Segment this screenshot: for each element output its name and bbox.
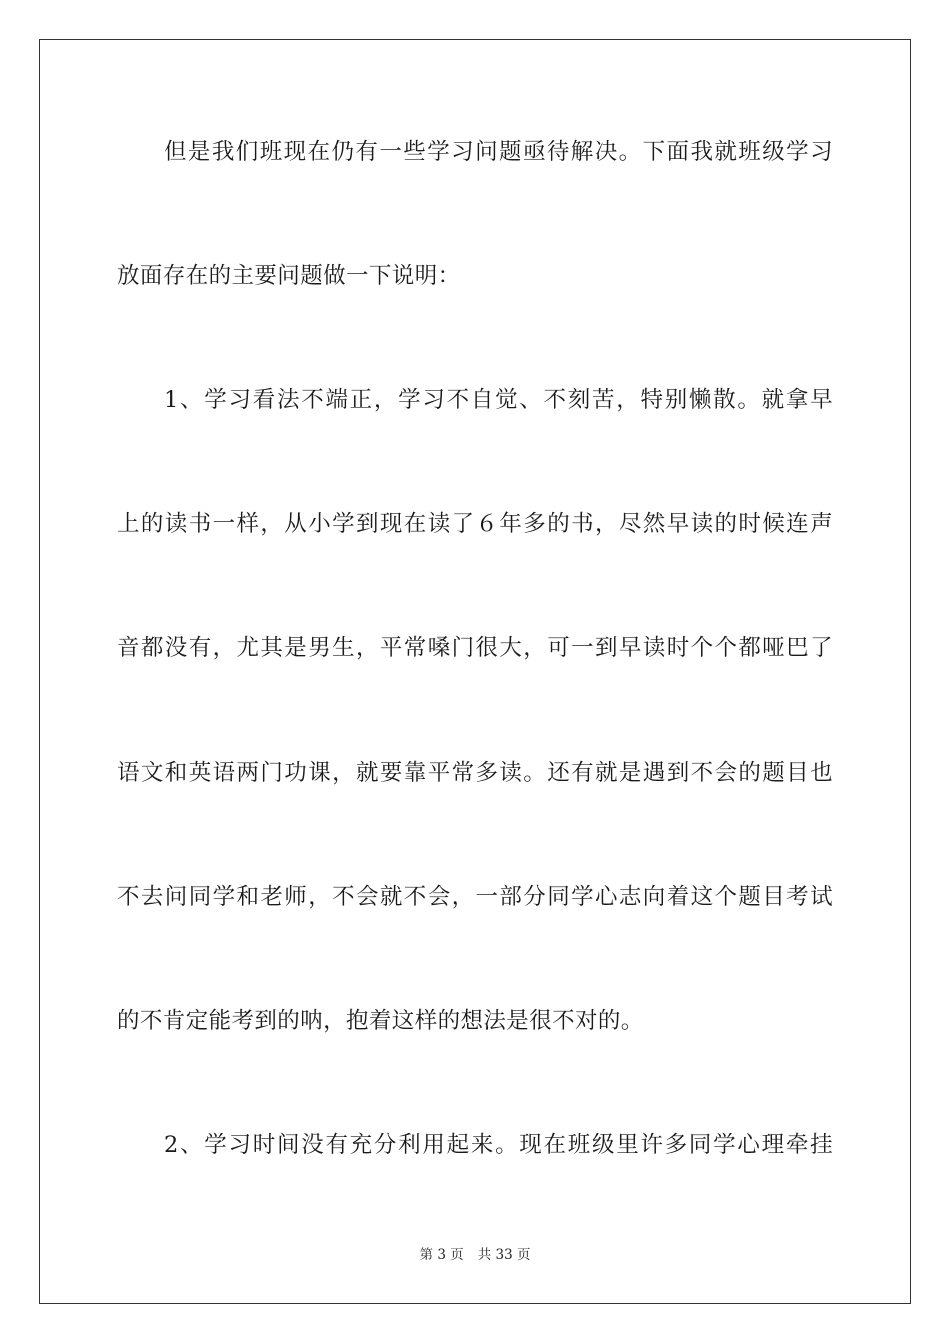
text-line-9: 2、学习时间没有充分利用起来。现在班级里许多同学心理牵挂 [164,1132,833,1158]
text-line-7: 不去问同学和老师，不会就不会，一部分同学心志向着这个题目考试 [117,884,833,910]
text-line-5: 音都没有，尤其是男生，平常嗓门很大，可一到早读时个个都哑巴了 [117,635,833,661]
page-footer [0,1246,950,1264]
text-line-8: 的不肯定能考到的呐，抱着这样的想法是很不对的。 [117,1008,644,1034]
current-page-label: 第 3 页 [419,1247,464,1263]
text-line-3: 1、学习看法不端正，学习不自觉、不刻苦，特别懒散。就拿早 [164,387,833,413]
total-pages-label: 共 33 页 [477,1247,531,1263]
text-line-2: 放面存在的主要问题做一下说明： [117,263,461,289]
text-line-1: 但是我们班现在仍有一些学习问题亟待解决。下面我就班级学习 [164,139,833,165]
text-line-6: 语文和英语两门功课，就要靠平常多读。还有就是遇到不会的题目也 [117,760,833,786]
page-border [39,39,911,1304]
text-line-4: 上的读书一样，从小学到现在读了６年多的书，尽然早读的时候连声 [117,511,833,537]
